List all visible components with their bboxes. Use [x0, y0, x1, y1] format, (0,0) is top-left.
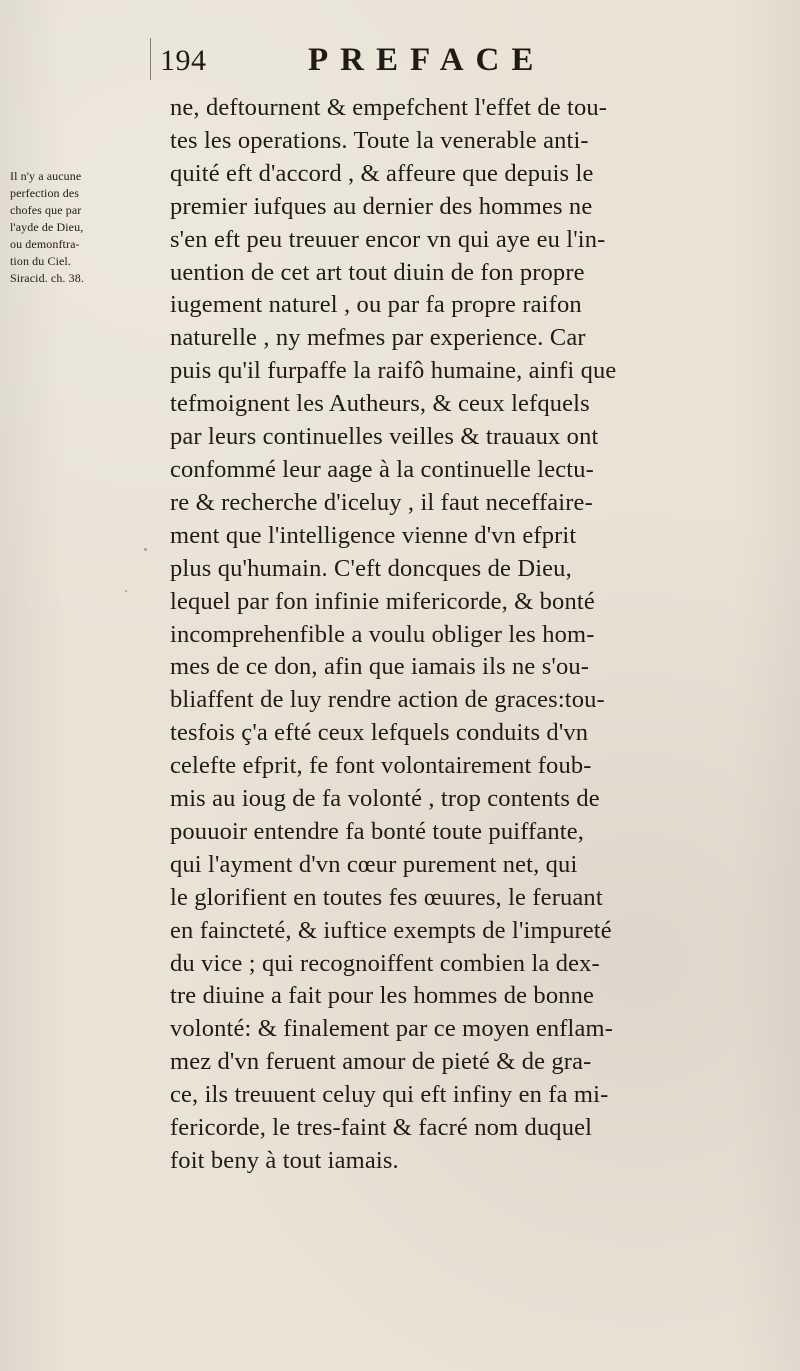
margin-note [10, 168, 130, 287]
body-line: s'en eft peu treuuer encor vn qui aye eu l'in- [170, 225, 606, 253]
body-line: fericorde, le tres-faint & facré nom duquel [170, 1114, 593, 1142]
body-line: mes de ce don, afin que iamais ils ne s'ou- [170, 653, 590, 681]
margin-note-line: Il n'y a aucune [10, 169, 82, 183]
paper-fleck [144, 548, 147, 551]
body-line: mez d'vn feruent amour de pieté & de gra- [170, 1048, 592, 1076]
body-text [170, 92, 776, 1178]
margin-note-line: tion du Ciel. [10, 254, 71, 268]
margin-note-line: l'ayde de Dieu, [10, 220, 84, 234]
body-line: naturelle , ny mefmes par experience. Car [170, 324, 586, 352]
body-line: volonté: & finalement par ce moyen enflam- [170, 1015, 614, 1043]
body-line: du vice ; qui recognoiffent combien la dex- [170, 949, 600, 977]
page-number: 194 [160, 44, 207, 77]
body-line: mis au ioug de fa volonté , trop contents de [170, 785, 600, 813]
body-line: par leurs continuelles veilles & trauaux ont [170, 423, 599, 451]
body-line: re & recherche d'iceluy , il faut neceffaire- [170, 488, 593, 516]
margin-note-line: Siracid. ch. 38. [10, 271, 84, 285]
body-line: uention de cet art tout diuin de fon propre [170, 258, 585, 286]
body-line: ment que l'intelligence vienne d'vn efprit [170, 521, 577, 549]
body-line: en faincteté, & iuftice exempts de l'impureté [170, 916, 612, 944]
body-line: tefmoignent les Autheurs, & ceux lefquels [170, 390, 590, 418]
body-line: puis qu'il furpaffe la raifô humaine, ainfi que [170, 357, 617, 385]
body-line: le glorifient en toutes fes œuures, le feruant [170, 883, 603, 911]
body-line: ne, deftournent & empefchent l'effet de tou- [170, 94, 608, 121]
body-line: celefte efprit, fe font volontairement foub- [170, 752, 592, 780]
body-line: foit beny à tout iamais. [170, 1147, 399, 1174]
body-line: tesfois ç'a efté ceux lefquels conduits d'vn [170, 719, 589, 747]
body-line: ce, ils treuuent celuy qui eft infiny en fa mi- [170, 1081, 609, 1109]
body-line: plus qu'humain. C'eft doncques de Dieu, [170, 554, 572, 582]
running-head: PREFACE [308, 42, 546, 78]
gutter-line [150, 38, 151, 80]
body-line: iugement naturel , ou par fa propre raifon [170, 291, 582, 319]
body-line: pouuoir entendre fa bonté toute puiffante, [170, 817, 585, 845]
margin-note-line: perfection des [10, 186, 80, 200]
body-line: lequel par fon infinie mifericorde, & bonté [170, 587, 595, 615]
body-line: premier iufques au dernier des hommes ne [170, 192, 593, 220]
body-line: tes les operations. Toute la venerable anti- [170, 126, 589, 154]
body-line: quité eft d'accord , & affeure que depuis le [170, 159, 594, 187]
paper-fleck [420, 533, 422, 535]
body-line: qui l'ayment d'vn cœur purement net, qui [170, 850, 578, 878]
page-header [158, 42, 768, 92]
body-line: tre diuine a fait pour les hommes de bonne [170, 982, 595, 1010]
body-line: incomprehenfible a voulu obliger les hom- [170, 620, 595, 648]
margin-note-line: chofes que par [10, 203, 82, 217]
body-line: bliaffent de luy rendre action de graces:tou- [170, 686, 605, 714]
margin-note-line: ou demonftra- [10, 237, 80, 251]
paper-fleck [125, 590, 127, 592]
body-line: confommé leur aage à la continuelle lectu- [170, 455, 594, 483]
